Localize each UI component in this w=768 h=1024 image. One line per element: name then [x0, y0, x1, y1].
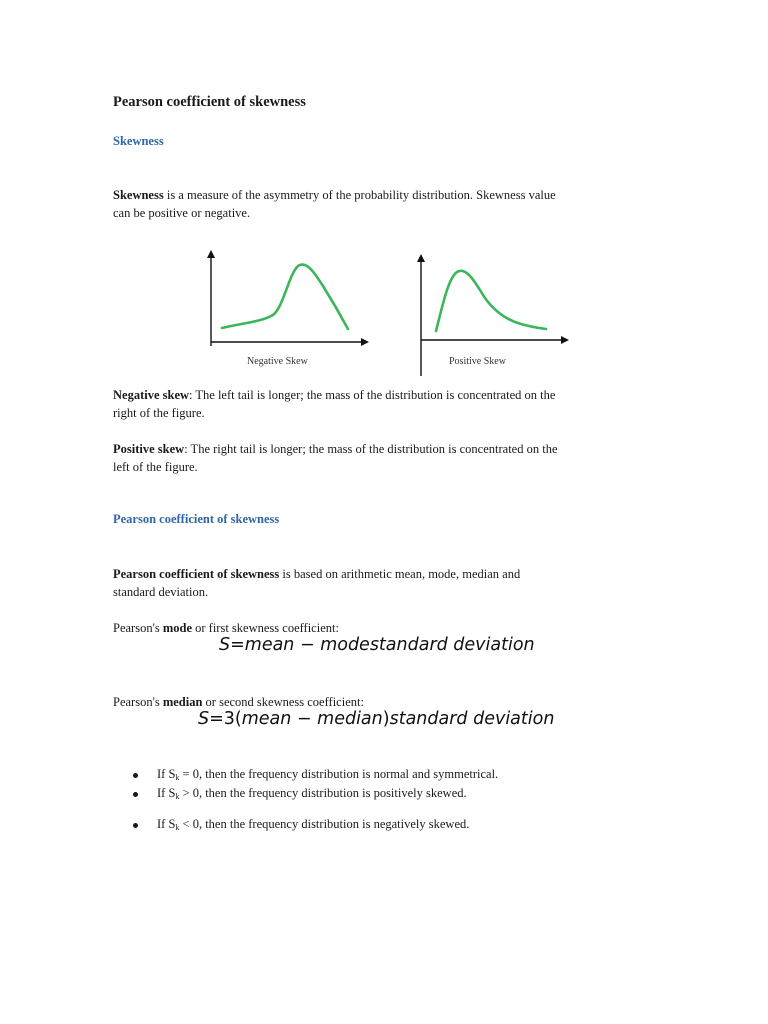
negative-skew-plot: [211, 254, 365, 367]
skewness-term: Skewness: [113, 188, 164, 202]
median-prefix: Pearson's: [113, 695, 163, 709]
negative-skew-line1: : The left tail is longer; the mass of the distribution is concentrated on the: [189, 388, 556, 402]
list-item: If $S_k = 0$, then the frequency distribution is normal and symmetrical.: [157, 767, 498, 782]
document-title: Pearson coefficient of skewness: [113, 94, 306, 110]
median-formula: [198, 709, 554, 729]
mode-formula-rest: =mean − modestandard deviation: [230, 635, 535, 655]
skew-figure: [195, 246, 575, 378]
section-heading-skewness: Skewness: [113, 134, 164, 148]
positive-skew-definition: [113, 440, 658, 476]
section-heading-pearson: Pearson coefficient of skewness: [113, 512, 280, 526]
median-formula-mid: mean − median: [241, 709, 383, 729]
mode-suffix: or first skewness coefficient:: [192, 621, 339, 635]
pearson-definition: [113, 565, 658, 601]
pearson-definition-line1: is based on arithmetic mean, mode, median and: [279, 567, 521, 581]
median-suffix: or second skewness coefficient:: [202, 695, 364, 709]
pearson-term: Pearson coefficient of skewness: [113, 567, 280, 581]
negative-skew-caption: Negative Skew: [247, 356, 308, 367]
pearson-definition-line2: standard deviation.: [113, 585, 209, 599]
median-formula-s: S: [198, 709, 210, 729]
mode-term: mode: [162, 621, 192, 635]
list-item: If $S_k < 0$, then the frequency distribution is negatively skewed.: [157, 817, 469, 832]
positive-skew-plot: [421, 258, 565, 376]
median-formula-close: ): [382, 709, 390, 729]
bullet-dot: [133, 792, 138, 797]
median-term: median: [162, 695, 203, 709]
positive-skew-line2: left of the figure.: [113, 460, 198, 474]
skewness-definition-line2: can be positive or negative.: [113, 206, 251, 220]
median-formula-eq: =3(: [209, 709, 242, 729]
skewness-definition-line1: is a measure of the asymmetry of the probability distribution. Skewness value: [163, 188, 556, 202]
list-item: If $S_k > 0$, then the frequency distribution is positively skewed.: [157, 786, 467, 801]
mode-formula: [219, 635, 535, 655]
bullet-dot: [133, 773, 138, 778]
negative-skew-definition: [113, 386, 658, 422]
bullet-dot: [133, 823, 138, 828]
positive-skew-curve: [436, 271, 546, 331]
mode-prefix: Pearson's: [113, 621, 163, 635]
negative-skew-term: Negative skew: [113, 388, 190, 402]
negative-skew-line2: right of the figure.: [113, 406, 205, 420]
median-formula-tail: standard deviation: [389, 709, 555, 729]
skewness-definition: [113, 186, 658, 222]
positive-skew-caption: Positive Skew: [449, 356, 506, 367]
positive-skew-line1: : The right tail is longer; the mass of the distribution is concentrated on the: [184, 442, 558, 456]
mode-formula-s: S: [219, 635, 231, 655]
negative-skew-curve: [222, 265, 348, 329]
positive-skew-term: Positive skew: [113, 442, 185, 456]
